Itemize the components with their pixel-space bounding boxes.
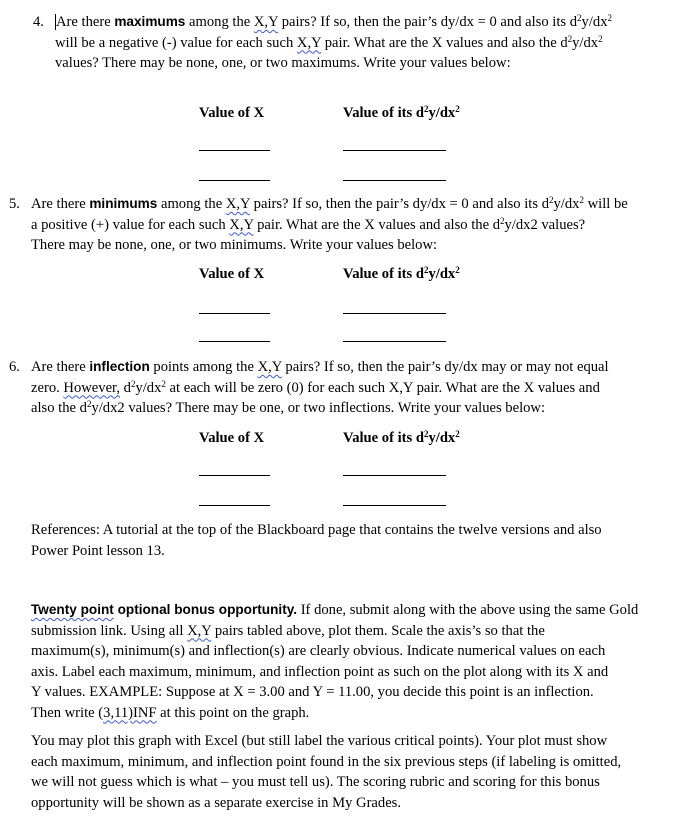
question-6-text: Are there inflection points among the X,Y pairs? If so, then the pair’s dy/dx may or may not equal zero. However, $d^2y/dx^2$ at each will be zero (0) for each such X,Y pair. What are the X values and also the $d^2y/dx2$ values? There may be one, or two inflections. Write your values below: (31, 359, 609, 416)
question-6-number: 6. (9, 359, 20, 375)
bonus-paragraph: Twenty point optional bonus opportunity. If done, submit along with the above using the same Gold submission link. Using all X,Y pairs tabled above, plot them. Scale the axis’s so that the maximum(s), minimum(s) and inflection(s) are clearly obvious. Indicate numerical values on each axis. Label each maximum, minimum, and inflection point as such on the plot along with its X and Y values. EXAMPLE: Suppose at X = 3.00 and Y = 11.00, you decide this point is an inflection. Then write (3,11)INF at this point on the graph. (31, 602, 639, 721)
header-value-d2y: Value of its $d^2y/dx^2$ (343, 429, 460, 446)
question-5-text: Are there minimums among the X,Y pairs? If so, then the pair’s dy/dx = 0 and also its $d^2y/dx^2$ will be a positive (+) value for each such X,Y pair. What are the X values and also the $d^2y/dx2$ values? There may be none, one, or two minimums. Write your values below: (31, 195, 628, 253)
header-value-x: Value of X (199, 266, 265, 282)
answer-blank[interactable] (343, 150, 446, 151)
answer-blank[interactable] (343, 180, 446, 181)
answer-blank[interactable] (199, 180, 270, 181)
answer-blank[interactable] (199, 313, 270, 314)
answer-blank[interactable] (343, 505, 446, 506)
references: References: A tutorial at the top of the Blackboard page that contains the twelve versions and also Power Point lesson 13. (31, 522, 602, 559)
header-value-d2y: Value of its $d^2y/dx^2$ (343, 104, 460, 121)
answer-blank[interactable] (199, 341, 270, 342)
question-4-number: 4. (33, 14, 44, 30)
header-value-x: Value of X (199, 105, 265, 121)
excel-paragraph: You may plot this graph with Excel (but still label the various critical points). Your plot must show each maximum, minimum, and inflection point found in the six previous steps (if labeling is omitted, we will not guess which is what – you must tell us). The scoring rubric and scoring for this bonus opportunity will be shown as a separate exercise in My Grades. (31, 733, 622, 811)
answer-blank[interactable] (343, 313, 446, 314)
answer-blank[interactable] (343, 341, 446, 342)
answer-blank[interactable] (199, 475, 270, 476)
answer-blank[interactable] (343, 475, 446, 476)
question-4-text: Are there maximums among the X,Y pairs? If so, then the pair’s dy/dx = 0 and also its $d^2y/dx^2$ will be a negative (-) value for each such X,Y pair. What are the X values and also the $d^2y/dx^2$ values? There may be none, one, or two maximums. Write your values below: (55, 13, 612, 71)
header-value-d2y: Value of its $d^2y/dx^2$ (343, 265, 460, 282)
answer-blank[interactable] (199, 505, 270, 506)
answer-blank[interactable] (199, 150, 270, 151)
question-5-number: 5. (9, 196, 20, 212)
header-value-x: Value of X (199, 430, 265, 446)
